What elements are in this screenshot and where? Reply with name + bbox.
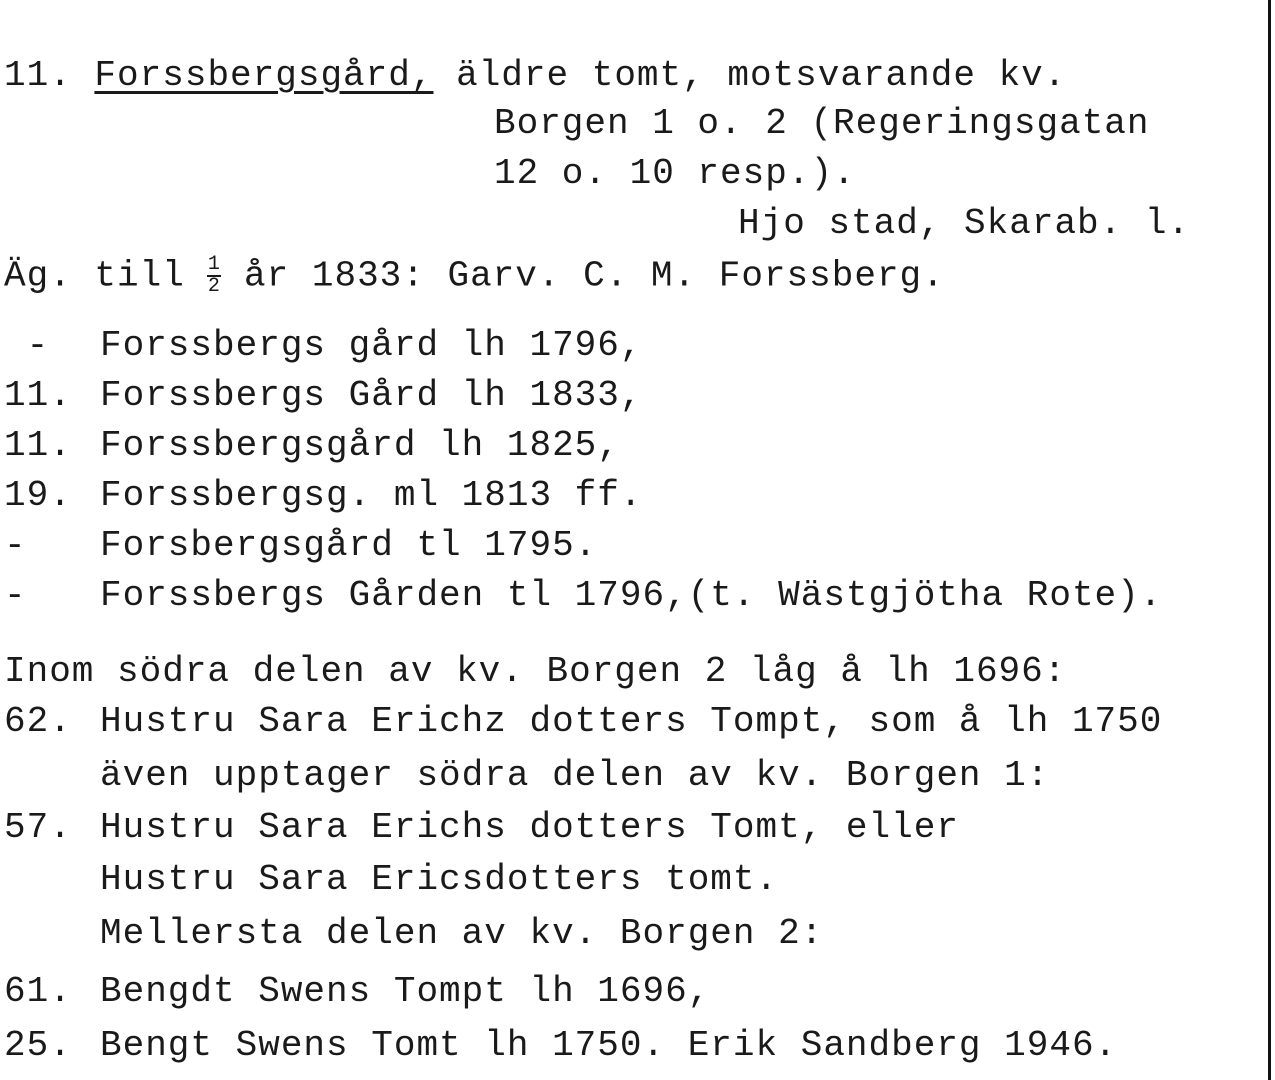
owner-line [4,253,945,298]
entry-number: 11. [4,55,72,96]
list-item [4,326,642,366]
list-item [4,808,959,848]
list-item [4,914,823,954]
list-item [4,702,1162,742]
variant-num: 19. [4,475,72,516]
list-item [4,756,1049,796]
entry-num: 25. [4,1025,72,1066]
entry-header-line [4,56,1066,96]
list-item [4,526,597,566]
list-item [4,972,710,1012]
variant-text: Forssbergs Gård lh 1833, [100,375,643,416]
variant-text: Forssbergs Gården tl 1796,(t. Wästgjötha Rote). [100,575,1163,616]
entry-text: Bengdt Swens Tompt lh 1696, [100,971,711,1012]
list-item [4,476,642,516]
list-item [4,1026,1117,1066]
entry-desc-2: Borgen 1 o. 2 (Regeringsgatan [494,103,1150,144]
entry-text: Hustru Sara Erichs dotters Tomt, eller [100,807,959,848]
entry-text: Bengt Swens Tomt lh 1750. Erik Sandberg 1946. [100,1025,1118,1066]
variant-text: Forsbergsgård tl 1795. [100,525,598,566]
entry-text: även upptager södra delen av kv. Borgen 1: [100,755,1050,796]
variant-num: 11. [4,375,72,416]
entry-num: 61. [4,971,72,1012]
location-line: Hjo stad, Skarab. l. [738,203,1191,244]
owner-frac-num: 1 [207,253,221,276]
variant-text: Forssbergsgård lh 1825, [100,425,620,466]
entry-text: Mellersta delen av kv. Borgen 2: [100,913,824,954]
list-item [4,576,1162,616]
owner-suffix: år 1833: Garv. C. M. Forssberg. [244,255,945,297]
list-item [4,860,778,900]
entry-desc-3: 12 o. 10 resp.). [494,153,856,194]
section-heading: Inom södra delen av kv. Borgen 2 låg å lh 1696: [4,651,1067,692]
list-item [4,426,620,466]
variant-num: - [4,325,50,366]
variant-text: Forssbergs gård lh 1796, [100,325,643,366]
variant-num: 11. [4,425,72,466]
list-item [4,376,642,416]
variant-num: - [4,525,27,566]
entry-name: Forssbergsgård, [94,55,434,96]
owner-prefix: Äg. till [4,255,185,297]
entry-desc-1: äldre tomt, motsvarande kv. [456,55,1067,96]
entry-num: 57. [4,807,72,848]
entry-text: Hustru Sara Ericsdotters tomt. [100,859,779,900]
entry-num: 62. [4,701,72,742]
owner-frac-den: 2 [207,275,221,298]
card-edge-line [1268,0,1271,1080]
entry-text: Hustru Sara Erichz dotters Tompt, som å lh 1750 [100,701,1163,742]
owner-fraction [207,253,221,298]
variant-text: Forssbergsg. ml 1813 ff. [100,475,643,516]
variant-num: - [4,575,27,616]
